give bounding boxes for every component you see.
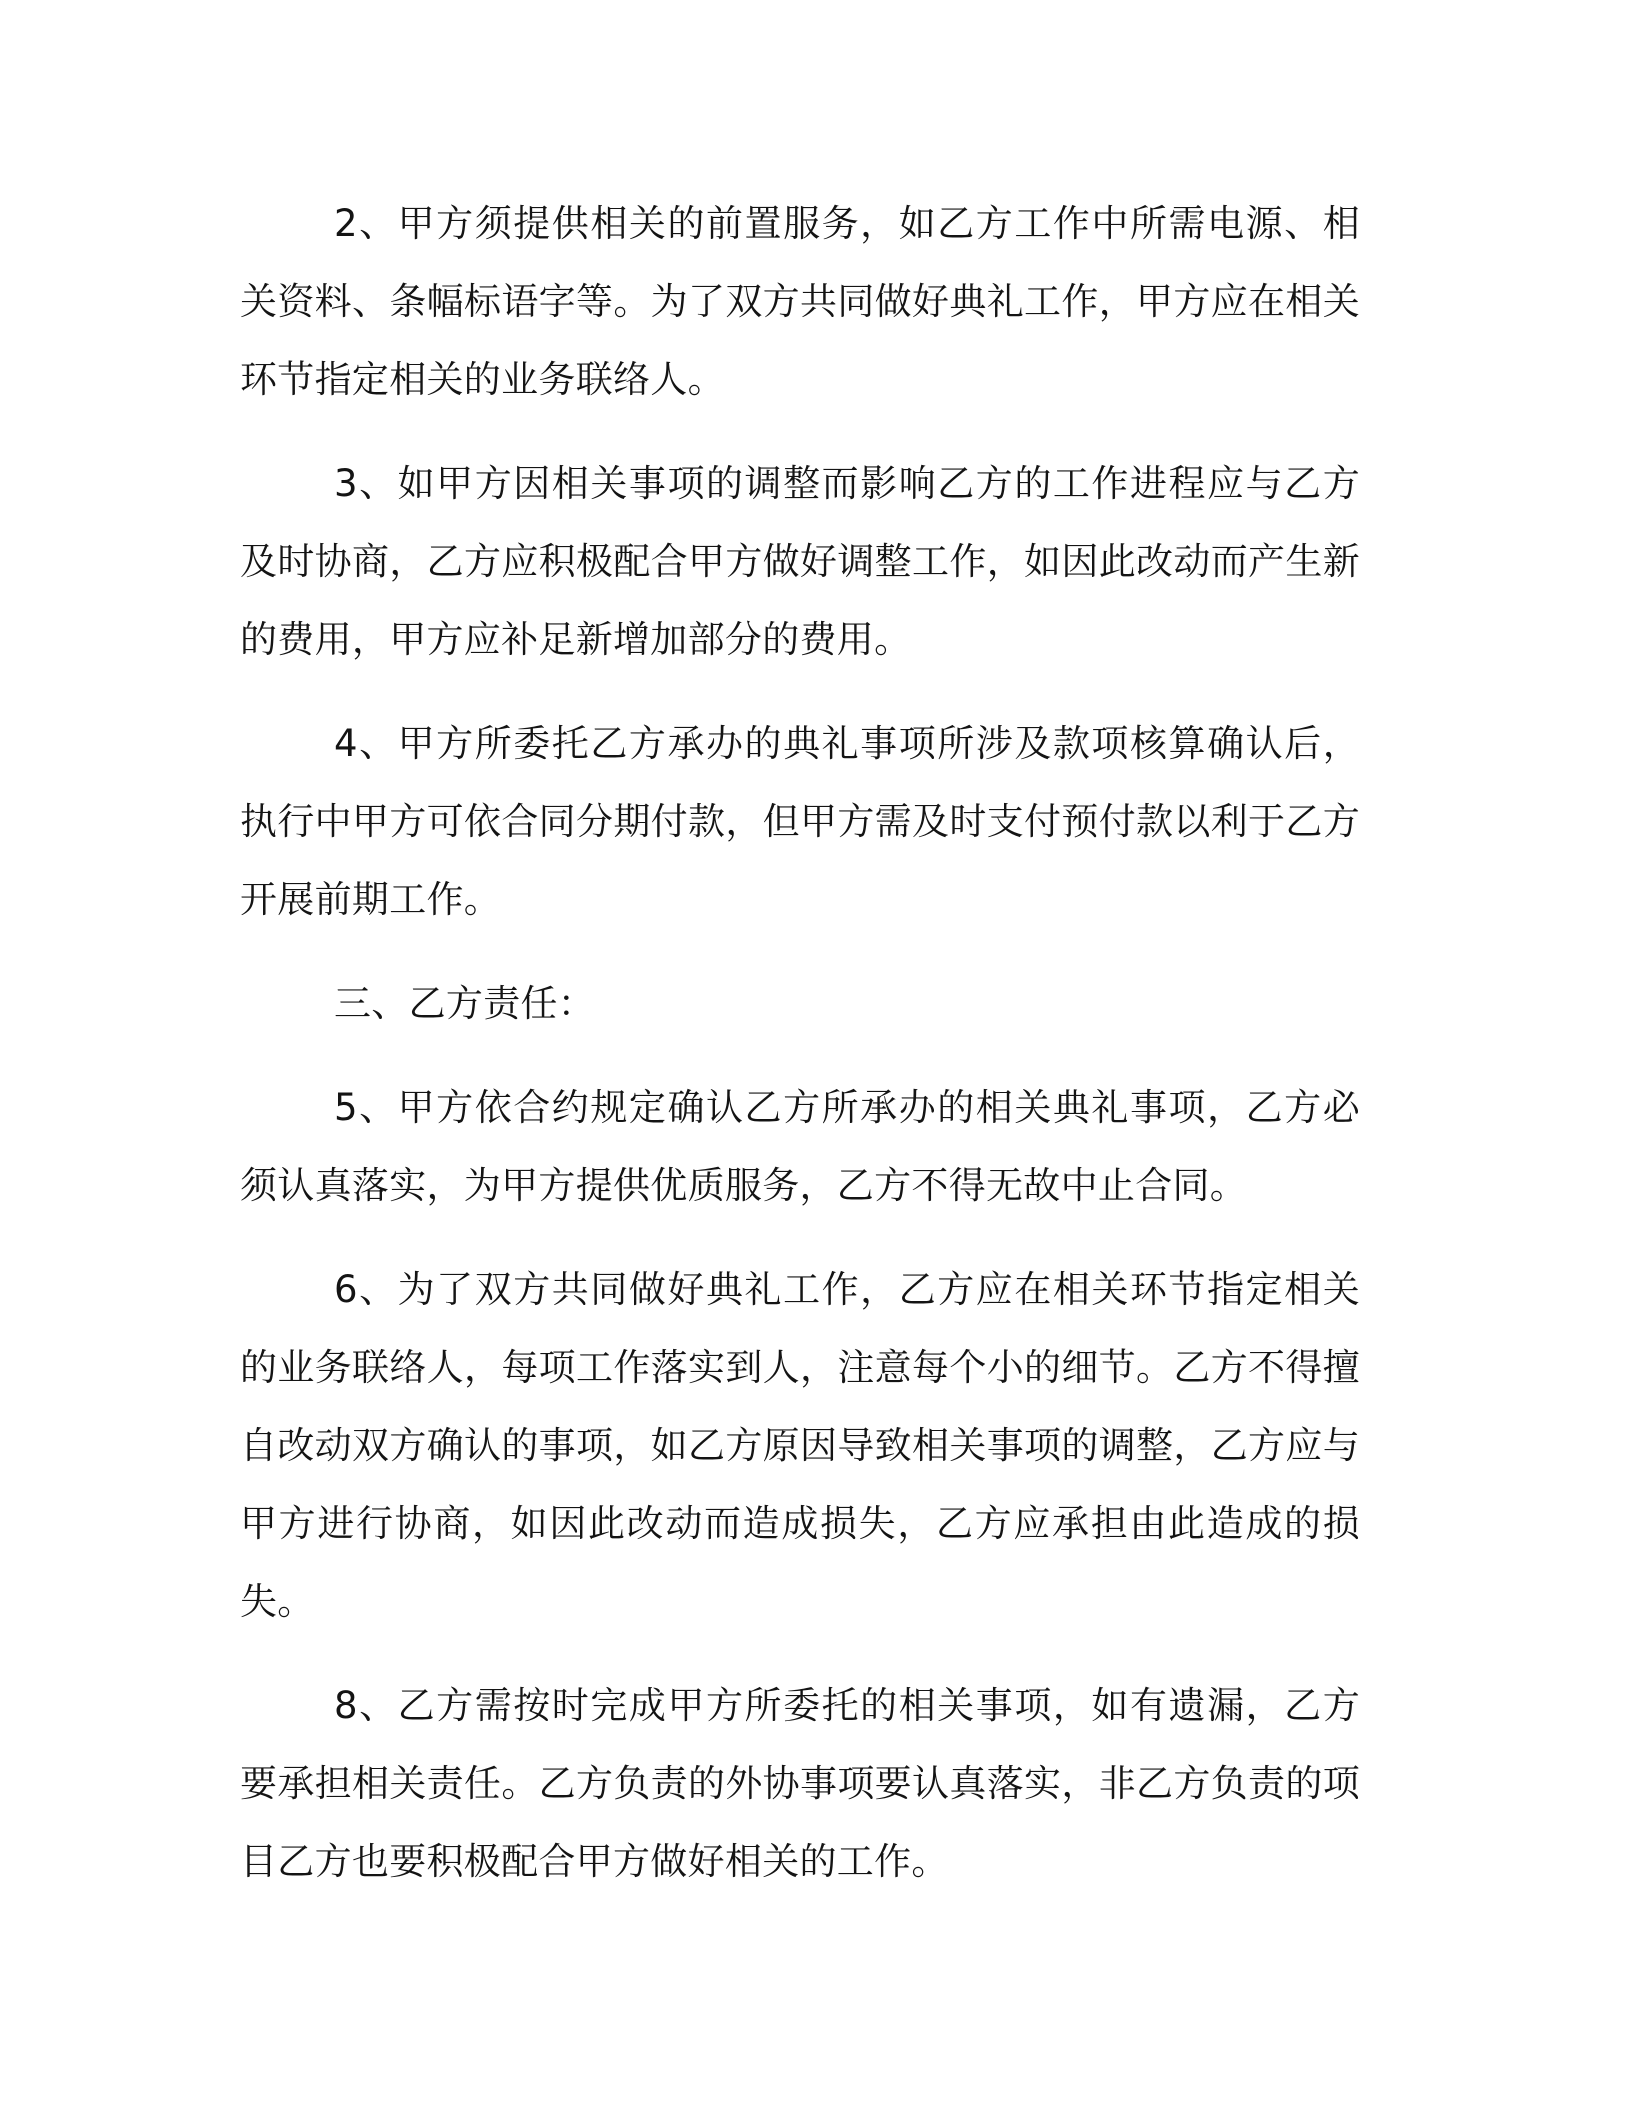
- paragraph-clause-8: 8、乙方需按时完成甲方所委托的相关事项，如有遗漏，乙方要承担相关责任。乙方负责的外协事项要认真落实，非乙方负责的项目乙方也要积极配合甲方做好相关的工作。: [240, 1684, 1360, 1883]
- paragraph-clause-6: 6、为了双方共同做好典礼工作，乙方应在相关环节指定相关的业务联络人，每项工作落实到人，注意每个小的细节。乙方不得擅自改动双方确认的事项，如乙方原因导致相关事项的调整，乙方应与甲方进行协商，如因此改动而造成损失，乙方应承担由此造成的损失。: [240, 1268, 1360, 1623]
- section-heading-party-b-responsibility: 三、乙方责任：: [334, 982, 596, 1025]
- paragraph-clause-3: 3、如甲方因相关事项的调整而影响乙方的工作进程应与乙方及时协商，乙方应积极配合甲方做好调整工作，如因此改动而产生新的费用，甲方应补足新增加部分的费用。: [240, 462, 1360, 661]
- document-body: [240, 185, 1360, 1927]
- paragraph-clause-2: 2、甲方须提供相关的前置服务，如乙方工作中所需电源、相关资料、条幅标语字等。为了双方共同做好典礼工作，甲方应在相关环节指定相关的业务联络人。: [240, 202, 1360, 401]
- paragraph-clause-4: 4、甲方所委托乙方承办的典礼事项所涉及款项核算确认后，执行中甲方可依合同分期付款，但甲方需及时支付预付款以利于乙方开展前期工作。: [240, 722, 1360, 921]
- paragraph-clause-5: 5、甲方依合约规定确认乙方所承办的相关典礼事项，乙方必须认真落实，为甲方提供优质服务，乙方不得无故中止合同。: [240, 1086, 1360, 1207]
